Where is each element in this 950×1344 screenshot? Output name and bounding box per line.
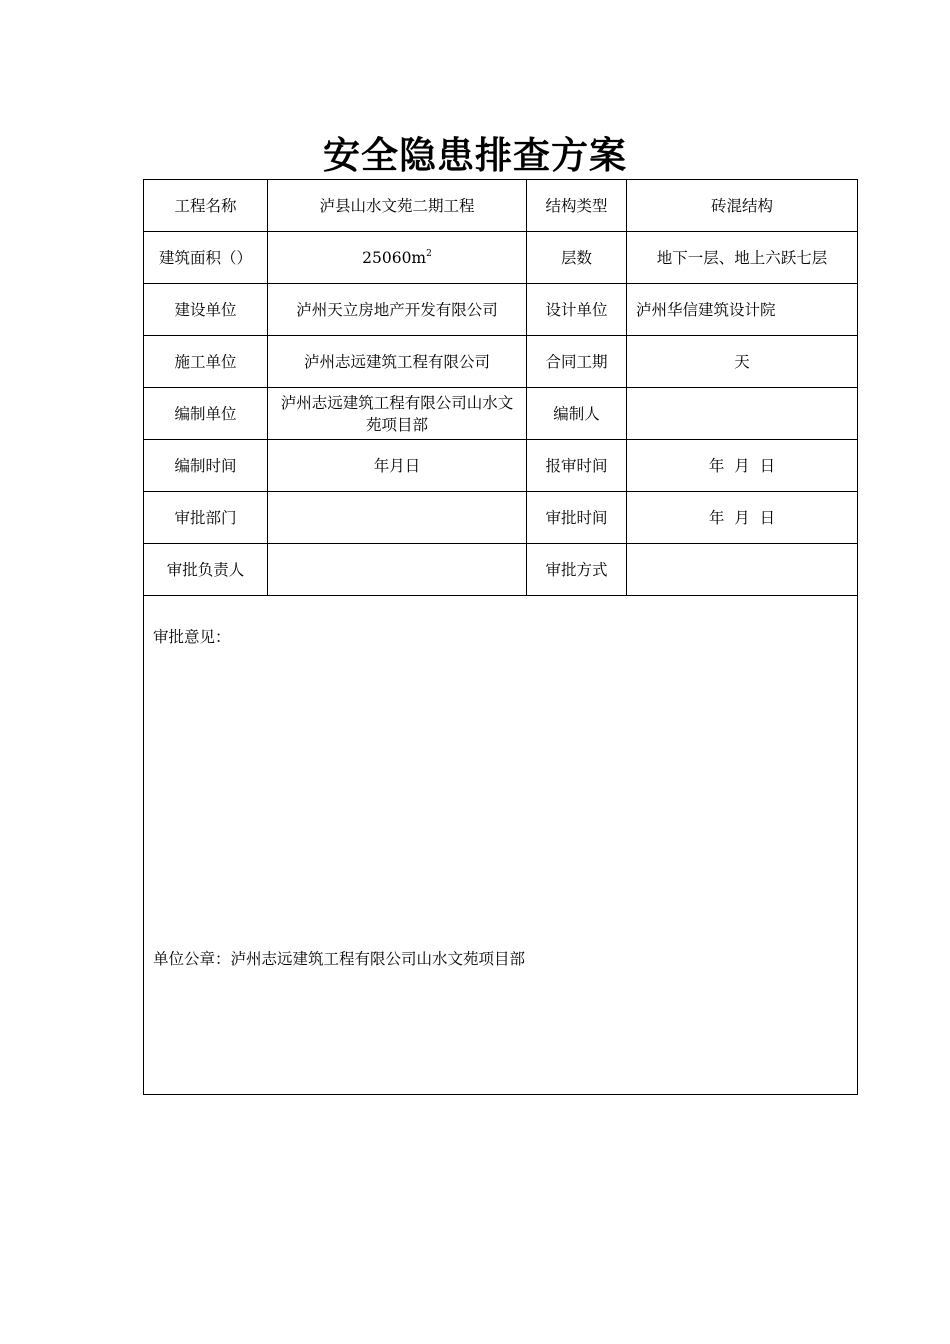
approval-method-label: 审批方式 xyxy=(527,544,627,596)
storeys-label: 层数 xyxy=(527,232,627,284)
floor-area-unit-exponent: 2 xyxy=(426,248,432,259)
submit-date-label: 报审时间 xyxy=(527,440,627,492)
storeys-value: 地下一层、地上六跃七层 xyxy=(627,232,858,284)
design-unit-label: 设计单位 xyxy=(527,284,627,336)
compiler-label: 编制人 xyxy=(527,388,627,440)
construction-unit-value: 泸州志远建筑工程有限公司 xyxy=(268,336,527,388)
submit-date-value: 年 月 日 xyxy=(627,440,858,492)
table-row xyxy=(144,232,858,284)
table-row xyxy=(144,180,858,232)
project-name-label: 工程名称 xyxy=(144,180,268,232)
table-row xyxy=(144,440,858,492)
approval-opinion-cell xyxy=(144,596,858,1095)
compile-date-value: 年月日 xyxy=(268,440,527,492)
approval-dept-label: 审批部门 xyxy=(144,492,268,544)
table-row xyxy=(144,596,858,1095)
structure-type-label: 结构类型 xyxy=(527,180,627,232)
compile-date-label: 编制时间 xyxy=(144,440,268,492)
contract-period-label: 合同工期 xyxy=(527,336,627,388)
approval-date-label: 审批时间 xyxy=(527,492,627,544)
owner-unit-label: 建设单位 xyxy=(144,284,268,336)
floor-area-number: 25060m xyxy=(362,248,427,267)
unit-seal-label: 单位公章： xyxy=(153,950,231,968)
table-row xyxy=(144,492,858,544)
floor-area-value xyxy=(268,232,527,284)
approval-dept-value xyxy=(268,492,527,544)
structure-type-value: 砖混结构 xyxy=(627,180,858,232)
compiling-unit-label: 编制单位 xyxy=(144,388,268,440)
contract-period-value: 天 xyxy=(627,336,858,388)
approval-method-value xyxy=(627,544,858,596)
table-row xyxy=(144,284,858,336)
compiler-value xyxy=(627,388,858,440)
unit-seal-value: 泸州志远建筑工程有限公司山水文苑项目部 xyxy=(230,950,526,968)
unit-seal-line xyxy=(153,948,525,970)
table-row xyxy=(144,336,858,388)
approver-label: 审批负责人 xyxy=(144,544,268,596)
approval-opinion-label: 审批意见： xyxy=(153,628,231,646)
table-row xyxy=(144,388,858,440)
compiling-unit-value: 泸州志远建筑工程有限公司山水文苑项目部 xyxy=(268,388,527,440)
design-unit-value: 泸州华信建筑设计院 xyxy=(627,284,858,336)
approval-form-table xyxy=(143,179,858,1095)
owner-unit-value: 泸州天立房地产开发有限公司 xyxy=(268,284,527,336)
project-name-value: 泸县山水文苑二期工程 xyxy=(268,180,527,232)
approver-value xyxy=(268,544,527,596)
table-row xyxy=(144,544,858,596)
approval-date-value: 年 月 日 xyxy=(627,492,858,544)
document-title: 安全隐患排查方案 xyxy=(323,134,627,177)
floor-area-label: 建筑面积（） xyxy=(144,232,268,284)
construction-unit-label: 施工单位 xyxy=(144,336,268,388)
